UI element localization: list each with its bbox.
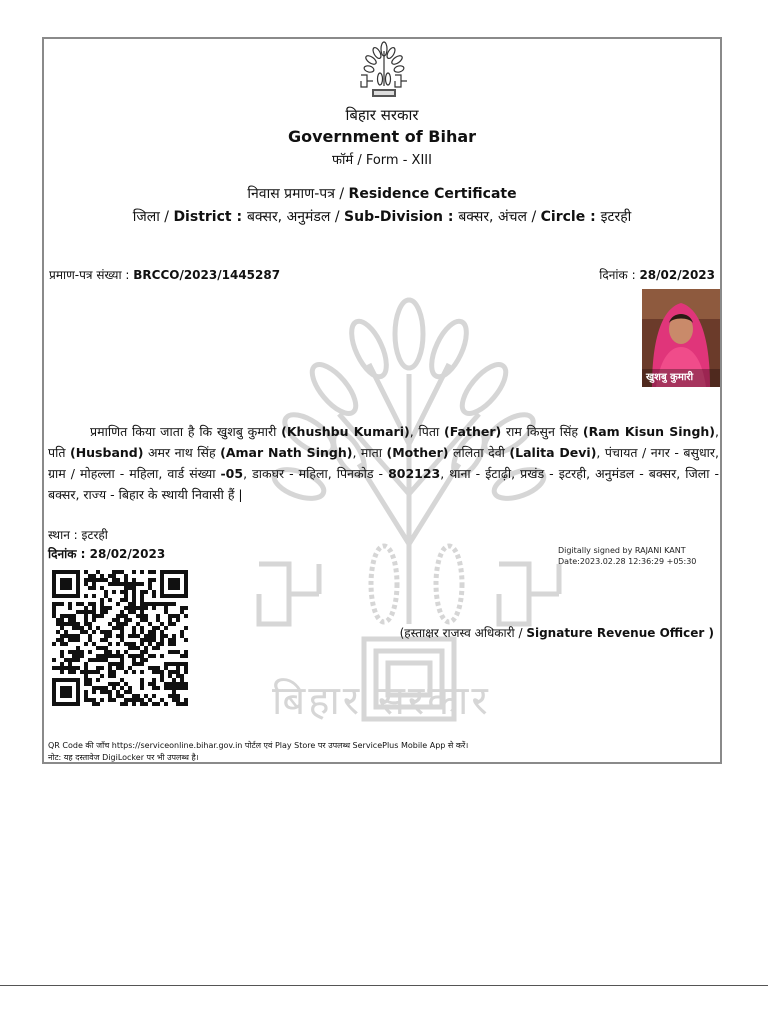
photo-caption: खुशबु कुमारी: [646, 372, 694, 383]
body-s16: -05: [220, 466, 244, 481]
digital-signature: [558, 545, 696, 567]
cert-number-value: BRCCO/2023/1445287: [133, 268, 281, 282]
body-s13: ललिता देवी: [448, 445, 510, 460]
body-s11: , माता: [352, 445, 387, 460]
circle-label-hi: अंचल /: [497, 209, 541, 225]
body-s8: (Husband): [69, 445, 144, 460]
footer-digilocker-note: नोट: यह दस्तावेज DigiLocker पर भी उपलब्ध है।: [48, 753, 199, 762]
certificate-number: [49, 266, 280, 283]
digital-sign-line2: Date:2023.02.28 12:36:29 +05:30: [558, 557, 697, 566]
place-label: स्थान :: [48, 528, 82, 542]
district-label-en: District :: [173, 209, 247, 225]
certificate-date: [599, 266, 715, 283]
body-s15: , पंचायत / नगर - बसुधार, ग्राम / मोहल्ला - महिला, वार्ड संख्या: [48, 445, 719, 481]
subdiv-label-en: Sub-Division :: [344, 209, 459, 225]
body-s4: (Father): [444, 424, 502, 439]
signature-officer: [400, 624, 714, 641]
district-label-hi: जिला /: [132, 209, 174, 225]
district-value: बक्सर,: [246, 209, 287, 225]
cert-title-hi: निवास प्रमाण-पत्र /: [247, 186, 349, 202]
subdiv-label-hi: अनुमंडल /: [286, 209, 345, 225]
circle-value: इटरही: [600, 209, 632, 225]
body-s9: अमर नाथ सिंह: [143, 445, 221, 460]
bihar-emblem-icon: [357, 41, 411, 99]
issue-date-value: 28/02/2023: [89, 547, 166, 561]
body-s17: , डाकघर - महिला, पिनकोड -: [243, 466, 389, 481]
cert-date-label: दिनांक :: [599, 268, 640, 282]
body-s2: (Khushbu Kumari): [281, 424, 410, 439]
body-s3: , पिता: [409, 424, 445, 439]
sign-label-en: Signature Revenue Officer ): [526, 626, 714, 640]
govt-english-title: Government of Bihar: [287, 127, 477, 146]
body-s10: (Amar Nath Singh): [220, 445, 353, 460]
cert-date-value: 28/02/2023: [639, 268, 715, 282]
body-s7: , पति: [48, 424, 719, 460]
sign-label-hi: (हस्ताक्षर राजस्व अधिकारी /: [399, 626, 527, 640]
issue-place: [48, 526, 108, 543]
body-s6: (Ram Kisun Singh): [582, 424, 715, 439]
form-label: फॉर्म / Form - XIII: [332, 153, 432, 168]
circle-label-en: Circle :: [540, 209, 601, 225]
body-s18: 802123: [388, 466, 441, 481]
body-s14: (Lalita Devi): [509, 445, 597, 460]
digital-sign-line1: Digitally signed by RAJANI KANT: [558, 546, 686, 555]
certificate-title: [44, 184, 720, 203]
footer-qr-note: QR Code की जाँच https://serviceonline.bihar.gov.in पोर्टल एवं Play Store पर उपलब्ध ServicePlus Mobile App से करें।: [48, 741, 469, 750]
place-value: इटरही: [81, 528, 108, 542]
page-bottom-rule: [0, 985, 768, 986]
cert-number-label: प्रमाण-पत्र संख्या :: [49, 268, 134, 282]
issue-date: [48, 545, 165, 562]
certificate-body: [48, 421, 719, 505]
body-s1: प्रमाणित किया जाता है कि खुशबु कुमारी: [90, 424, 282, 439]
jurisdiction-line: [44, 207, 720, 226]
body-s12: (Mother): [386, 445, 449, 460]
certificate-frame: [42, 37, 722, 764]
subdiv-value: बक्सर,: [458, 209, 498, 225]
applicant-photo: [642, 289, 720, 387]
watermark-text: बिहार सरकार: [272, 678, 491, 724]
issue-date-label: दिनांक :: [48, 547, 90, 561]
govt-hindi-title: बिहार सरकार: [345, 106, 419, 124]
cert-title-en: Residence Certificate: [348, 186, 517, 202]
body-s19: , थाना - ईटाढ़ी, प्रखंड - इटरही, अनुमंडल - बक्सर, जिला - बक्सर, राज्य - बिहार के स्थायी निवासी हैं |: [48, 466, 719, 502]
qr-code-icon[interactable]: [52, 567, 188, 709]
body-s5: राम किसुन सिंह: [501, 424, 583, 439]
